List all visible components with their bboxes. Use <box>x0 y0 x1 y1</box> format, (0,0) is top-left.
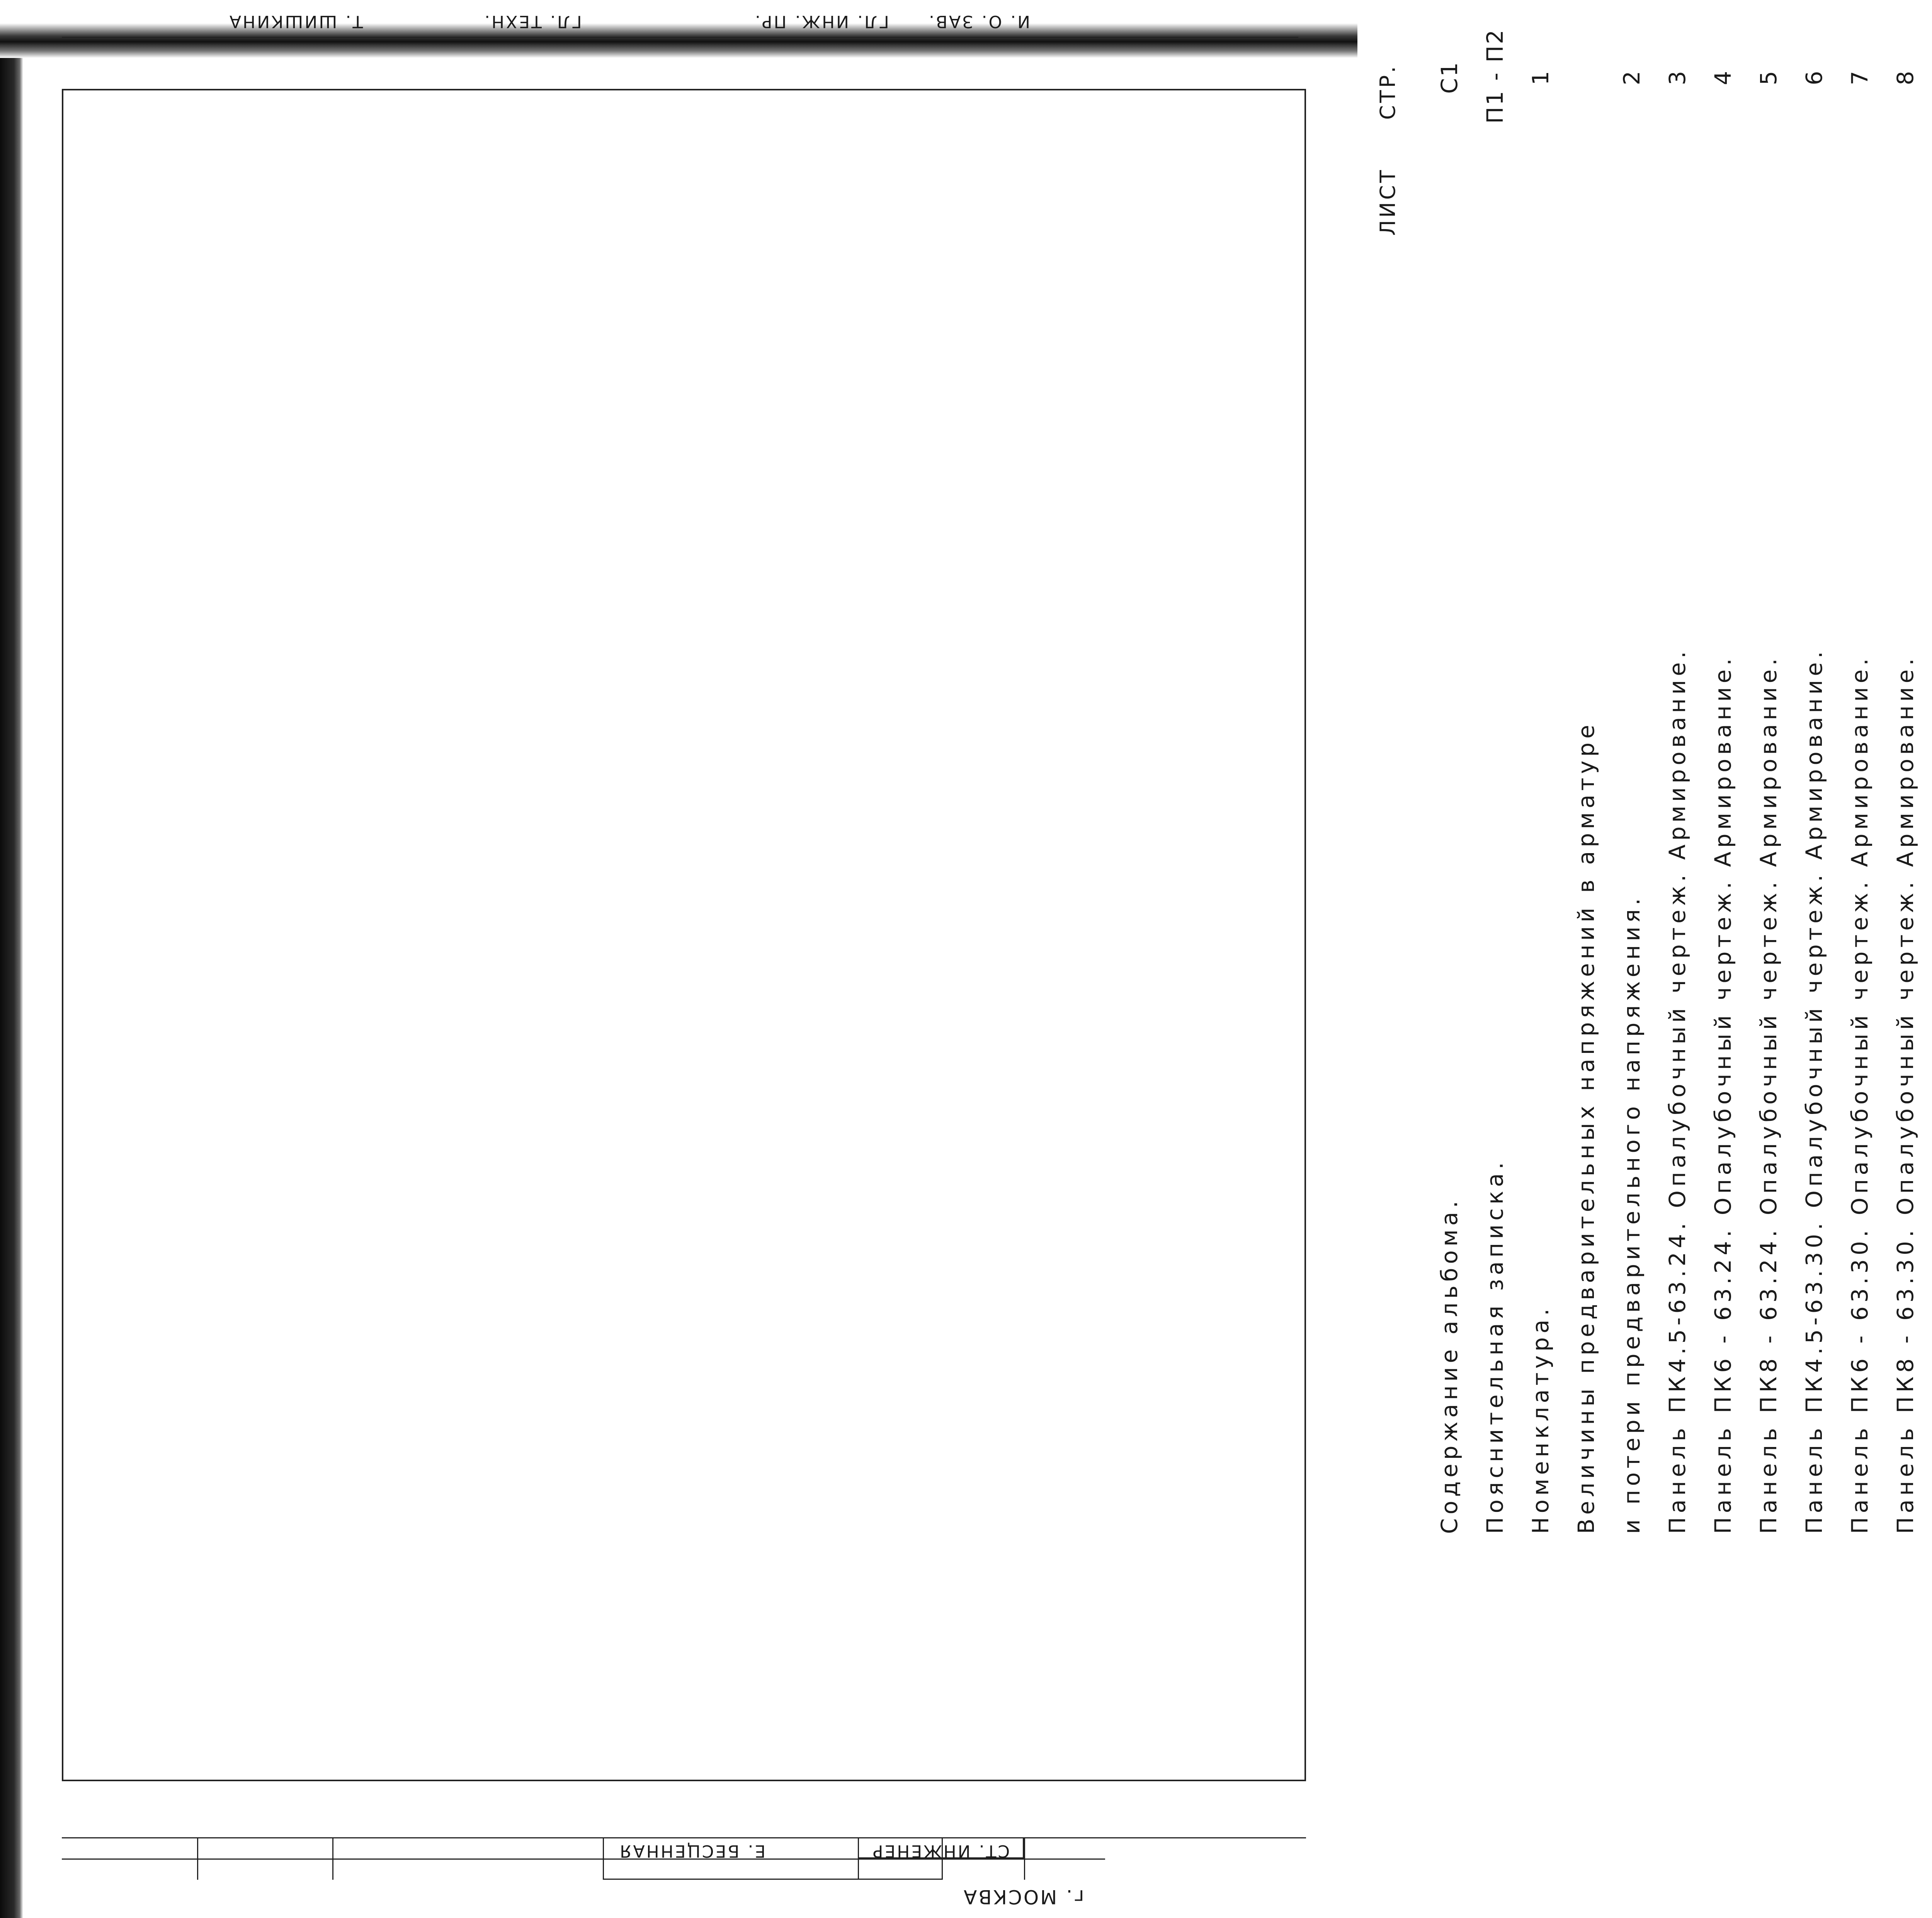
contents-sheet: 3 <box>1664 69 1690 85</box>
scan-top-edge <box>0 0 1357 58</box>
contents-row <box>1878 0 1917 1534</box>
contents-sheet: 7 <box>1847 69 1873 85</box>
bottom-sign-divider-4 <box>858 1837 859 1880</box>
column-header-sheet: ЛИСТ <box>1376 168 1400 236</box>
contents-title: Панель ПК6 - 63.24. Опалубочный чертеж. Армирование. <box>1710 655 1736 1534</box>
bottom-signature-name: Е. БЕСЦЕННАЯ <box>618 1841 766 1861</box>
contents-sheet: 8 <box>1892 69 1918 85</box>
column-header-page: СТР. <box>1376 64 1400 120</box>
bottom-sign-line <box>62 1837 1306 1838</box>
city-label: г. МОСКВА <box>962 1886 1084 1908</box>
contents-row <box>1787 0 1825 1534</box>
top-signature-1: ГЛ. ИНЖ. ПР. <box>753 12 889 31</box>
contents-page <box>1849 0 1871 4</box>
contents-sheet: 6 <box>1801 69 1827 85</box>
top-signature-2: ГЛ. ТЕХН. <box>483 12 582 31</box>
contents-page <box>1529 0 1552 4</box>
contents-row <box>1923 0 1932 1534</box>
contents-row <box>1741 0 1780 1534</box>
contents-row <box>1604 0 1643 1534</box>
drawing-frame <box>62 89 1306 1781</box>
contents-title: Панель ПК4.5-63.30. Опалубочный чертеж. Армирование. <box>1801 647 1827 1534</box>
bottom-sign-divider-5 <box>1024 1837 1025 1880</box>
contents-title: Пояснительная записка. <box>1482 1158 1508 1534</box>
contents-sheet: 4 <box>1710 69 1736 85</box>
bottom-signature-role: СТ. ИНЖЕНЕР <box>871 1841 1010 1861</box>
contents-page <box>1666 0 1689 4</box>
contents-title: и потери предварительного напряжения. <box>1619 894 1645 1534</box>
scan-binding-edge <box>0 0 23 1918</box>
contents-page <box>1712 0 1734 4</box>
contents-title: Панель ПК8 - 63.24. Опалубочный чертеж. Армирование. <box>1755 655 1782 1534</box>
contents-page <box>1484 0 1506 4</box>
top-signature-4: Т. ШИШКИНА <box>228 12 363 31</box>
rotated-content <box>1306 0 1932 1661</box>
contents-row <box>1650 0 1689 1534</box>
contents-row <box>1696 0 1734 1534</box>
contents-title: Панель ПК8 - 63.30. Опалубочный чертеж. Армирование. <box>1892 655 1918 1534</box>
contents-title: Содержание альбома. <box>1436 1197 1463 1534</box>
contents-title: Панель ПК6 - 63.30. Опалубочный чертеж. Армирование. <box>1847 655 1873 1534</box>
contents-title: Номенклатура. <box>1527 1304 1554 1534</box>
contents-page <box>1621 0 1643 4</box>
contents-row <box>1559 0 1597 1534</box>
contents-row <box>1513 0 1552 1534</box>
bottom-sign-divider-1 <box>197 1837 198 1880</box>
bottom-sign-divider-2 <box>332 1837 333 1880</box>
contents-sheet: 1 <box>1527 69 1554 85</box>
top-signature-3: И. О. ЗАВ. <box>927 12 1030 31</box>
contents-title: Величины предварительных напряжений в арматуре <box>1573 721 1599 1534</box>
contents-row <box>1422 0 1461 1534</box>
contents-page <box>1757 0 1780 4</box>
contents-sheet: 5 <box>1755 69 1782 85</box>
top-strip-line <box>62 37 1298 38</box>
contents-sheet: 2 <box>1619 69 1645 85</box>
contents-row <box>1832 0 1871 1534</box>
contents-page <box>1438 0 1461 4</box>
contents-page <box>1894 0 1917 4</box>
contents-sheet: С1 <box>1436 61 1463 94</box>
bottom-sign-divider-3 <box>603 1837 604 1880</box>
contents-row <box>1468 0 1506 1534</box>
contents-page <box>1803 0 1825 4</box>
contents-title: Панель ПК4.5-63.24. Опалубочный чертеж. Армирование. <box>1664 647 1690 1534</box>
contents-sheet: П1 - П2 <box>1482 28 1508 124</box>
